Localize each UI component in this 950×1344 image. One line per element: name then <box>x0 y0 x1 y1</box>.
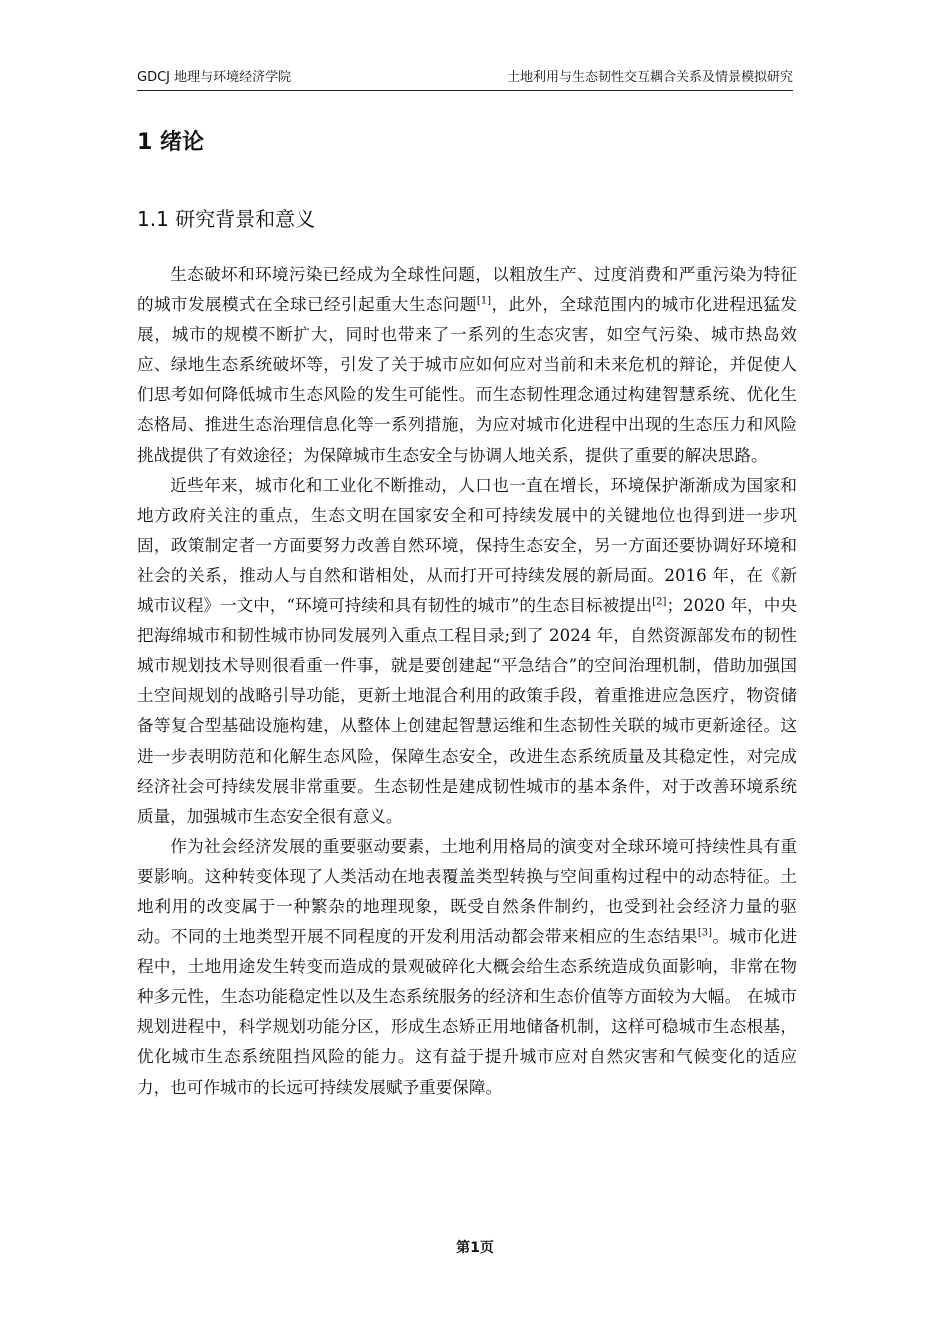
paragraph-text: 近些年来，城市化和工业化不断推动，人口也一直在增长，环境保护渐渐成为国家和地方政府关注的重点，生态文明在国家安全和可持续发展中的关键地位也得到进一步巩固，政策制定者一方面要努力改善自然环境，保持生态安全，另一方面还要协调好环境和社会的关系，推动人与自然和谐相处，从而打开可持续发展的新局面。2016 年，在《新城市议程》一文中，“环境可持续和具有韧性的城市”的生态目标被提出 <box>137 475 797 616</box>
section-title: 1.1 研究背景和意义 <box>137 207 316 231</box>
paragraph <box>137 260 797 471</box>
paragraph-text: 作为社会经济发展的重要驱动要素，土地利用格局的演变对全球环境可持续性具有重要影响。这种转变体现了人类活动在地表覆盖类型转换与空间重构过程中的动态特征。土地利用的改变属于一种繁杂的地理现象，既受自然条件制约，也受到社会经济力量的驱动。不同的土地类型开展不同程度的开发利用活动都会带来相应的生态结果 <box>137 836 797 947</box>
citation-ref: [2] <box>652 596 667 608</box>
paragraph-text: 生态破坏和环境污染已经成为全球性问题，以粗放生产、过度消费和严重污染为特征的城市发展模式在全球已经引起重大生态问题 <box>137 265 797 315</box>
header-thesis-title: 土地利用与生态韧性交互耦合关系及情景模拟研究 <box>506 70 793 85</box>
paragraph-text: ，此外，全球范围内的城市化进程迅猛发展，城市的规模不断扩大，同时也带来了一系列的生态灾害，如空气污染、城市热岛效应、绿地生态系统破坏等，引发了关于城市应如何应对当前和未来危机的辩论，并促使人们思考如何降低城市生态风险的发生可能性。而生态韧性理念通过构建智慧系统、优化生态格局、推进生态治理信息化等一系列措施，为应对城市化进程中出现的生态压力和风险挑战提供了有效途径；为保障城市生态安全与协调人地关系，提供了重要的解决思路。 <box>137 295 798 465</box>
header-institution: GDCJ 地理与环境经济学院 <box>137 70 292 85</box>
paragraph-text: 。城市化进程中，土地用途发生转变而造成的景观破碎化大概会给生态系统造成负面影响，非常在物种多元性，生态功能稳定性以及生态系统服务的经济和生态价值等方面较为大幅。 在城市规划进程中，科学规划功能分区，形成生态矫正用地储备机制，这样可稳城市生态根基，优化城市生态系统阻挡风险的能力。这有益于提升城市应对自然灾害和气候变化的适应力，也可作城市的长远可持续发展赋予重要保障。 <box>137 927 798 1097</box>
citation-ref: [3] <box>697 927 713 939</box>
page-header <box>137 70 793 91</box>
paragraph-text: ；2020 年，中央把海绵城市和韧性城市协同发展列入重点工程目录;到了 2024 年，自然资源部发布的韧性城市规划技术导则很看重一件事，就是要创建起“平急结合”的空间治理机制，借助加强国土空间规划的战略引导功能，更新土地混合利用的政策手段，着重推进应急医疗，物资储备等复合型基础设施构建，从整体上创建起智慧运维和生态韧性关联的城市更新途径。这进一步表明防范和化解生态风险，保障生态安全，改进生态系统质量及其稳定性，对完成经济社会可持续发展非常重要。生态韧性是建成韧性城市的基本条件，对于改善环境系统质量，加强城市生态安全很有意义。 <box>137 596 797 826</box>
paragraph <box>137 832 797 1103</box>
body-text <box>137 260 797 1103</box>
paragraph <box>137 471 797 832</box>
citation-ref: [1] <box>476 295 492 307</box>
chapter-title: 1 绪论 <box>137 130 204 155</box>
page-number: 第1页 <box>456 1240 494 1256</box>
